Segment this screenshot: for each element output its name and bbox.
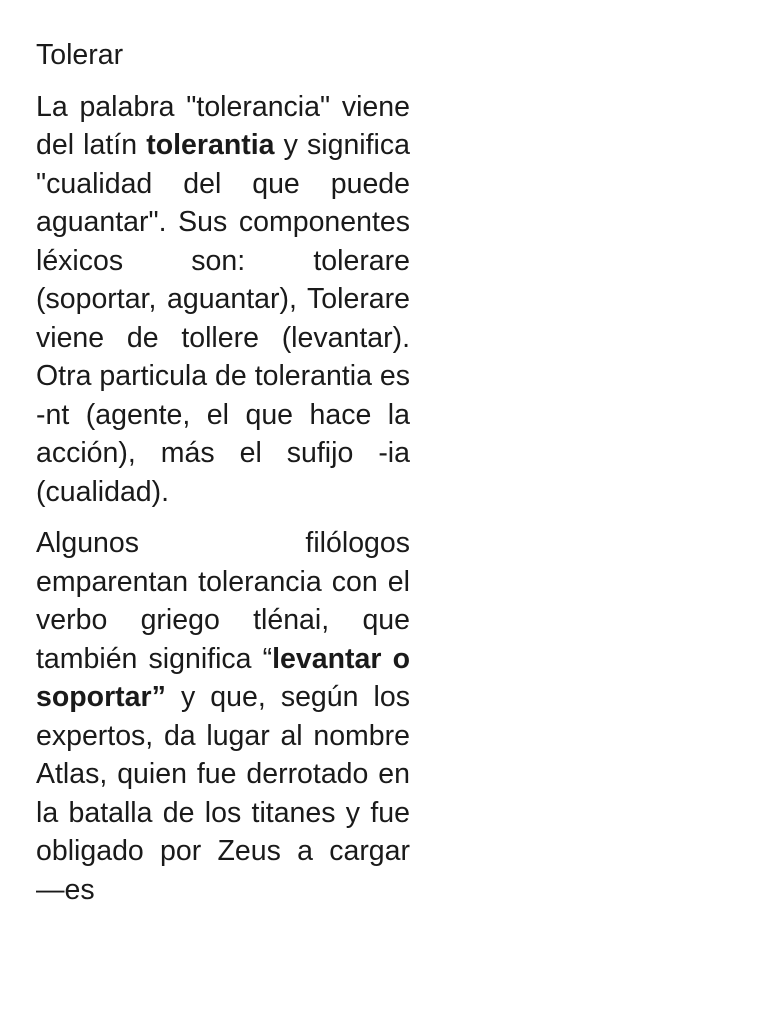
paragraph-etymology [36, 88, 410, 512]
paragraph-1-text-b: y significa "cualidad del que puede aguantar". Sus componentes léxicos son: tolerare (soportar, aguantar), Tolerare viene de tollere (levantar). Otra particula de tolerantia es -nt (agente, el que hace la acción), más el sufijo -ia (cualidad). [36, 129, 410, 508]
paragraph-2-text-a: Algunos filólogos emparentan tolerancia con el verbo griego tlénai, que también significa “ [36, 527, 410, 675]
paragraph-1-text-a: La palabra "tolerancia" viene del latín [36, 90, 410, 161]
paragraph-2-bold-term: levantar o soportar” [36, 642, 411, 713]
paragraph-1-bold-term: tolerantia [146, 129, 275, 161]
paragraph-greek-origin [36, 524, 410, 909]
document-page [36, 36, 410, 922]
document-title: Tolerar [36, 39, 124, 71]
paragraph-2-text-b: y que, según los expertos, da lugar al nombre Atlas, quien fue derrotado en la batalla de los titanes y fue obligado por Zeus a cargar —es [36, 681, 410, 906]
